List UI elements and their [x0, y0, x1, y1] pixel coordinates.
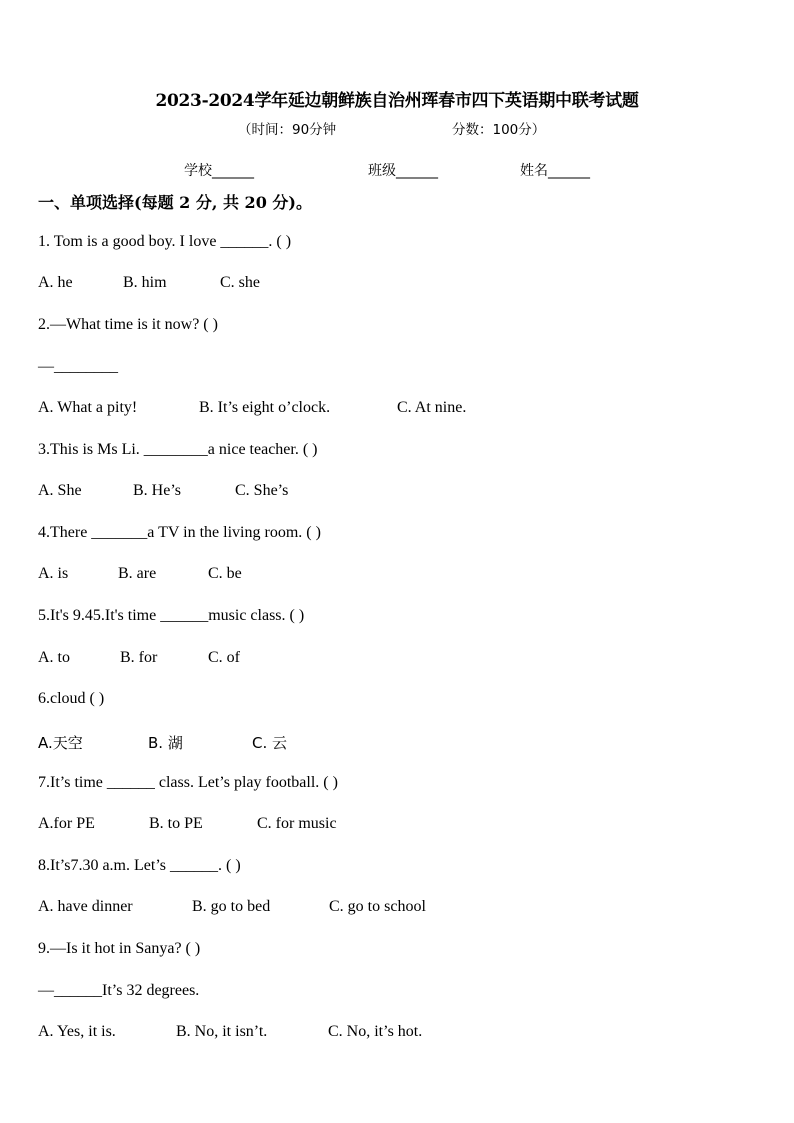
question-6-stem: 6.cloud ( ) [38, 690, 105, 707]
option-c: C. She’s [235, 482, 289, 499]
option-a: A. is [38, 565, 69, 582]
option-a: A.天空 [38, 734, 83, 752]
option-a: A. She [38, 482, 82, 499]
option-a: A.for PE [38, 815, 95, 832]
option-c: C. At nine. [397, 399, 467, 416]
option-b: B. He’s [133, 482, 181, 499]
name-field: 姓名______ [520, 163, 590, 179]
option-a: A. to [38, 649, 70, 666]
option-c: C. of [208, 649, 240, 666]
option-b: B. 湖 [148, 734, 183, 752]
option-c: C. be [208, 565, 242, 582]
option-a: A. have dinner [38, 898, 133, 915]
option-a: A. Yes, it is. [38, 1023, 116, 1040]
question-7-stem: 7.It’s time ______ class. Let’s play football. ( ) [38, 774, 338, 791]
exam-time: （时间：90分钟 [238, 122, 337, 138]
option-b: B. to PE [149, 815, 203, 832]
section-heading: 一、单项选择(每题 2 分, 共 20 分)。 [38, 193, 312, 212]
question-4-stem: 4.There _______a TV in the living room. ( ) [38, 524, 321, 541]
option-b: B. him [123, 274, 167, 291]
option-c: C. she [220, 274, 260, 291]
exam-score: 分数：100分） [452, 122, 546, 138]
question-8-stem: 8.It’s7.30 a.m. Let’s ______. ( ) [38, 857, 241, 874]
option-b: B. go to bed [192, 898, 271, 915]
option-b: B. are [118, 565, 157, 582]
question-3-stem: 3.This is Ms Li. ________a nice teacher. ( ) [38, 441, 318, 458]
class-field: 班级______ [368, 163, 438, 179]
question-2-answer-line: —________ [38, 358, 118, 375]
question-5-stem: 5.It's 9.45.It's time ______music class. ( ) [38, 607, 305, 624]
option-a: A. he [38, 274, 73, 291]
option-c: C. go to school [329, 898, 426, 915]
question-2-stem: 2.—What time is it now? ( ) [38, 316, 218, 333]
school-field: 学校______ [184, 163, 254, 179]
question-1-stem: 1. Tom is a good boy. I love ______. ( ) [38, 233, 292, 250]
option-c: C. for music [257, 815, 337, 832]
question-9-answer-line: —______It’s 32 degrees. [38, 982, 200, 999]
option-a: A. What a pity! [38, 399, 138, 416]
option-b: B. No, it isn’t. [176, 1023, 268, 1040]
exam-title: 2023-2024学年延边朝鲜族自治州珲春市四下英语期中联考试题 [155, 91, 639, 111]
option-c: C. No, it’s hot. [328, 1023, 423, 1040]
option-b: B. It’s eight o’clock. [199, 399, 331, 416]
question-9-stem: 9.—Is it hot in Sanya? ( ) [38, 940, 201, 957]
option-b: B. for [120, 649, 158, 666]
option-c: C. 云 [252, 734, 288, 752]
